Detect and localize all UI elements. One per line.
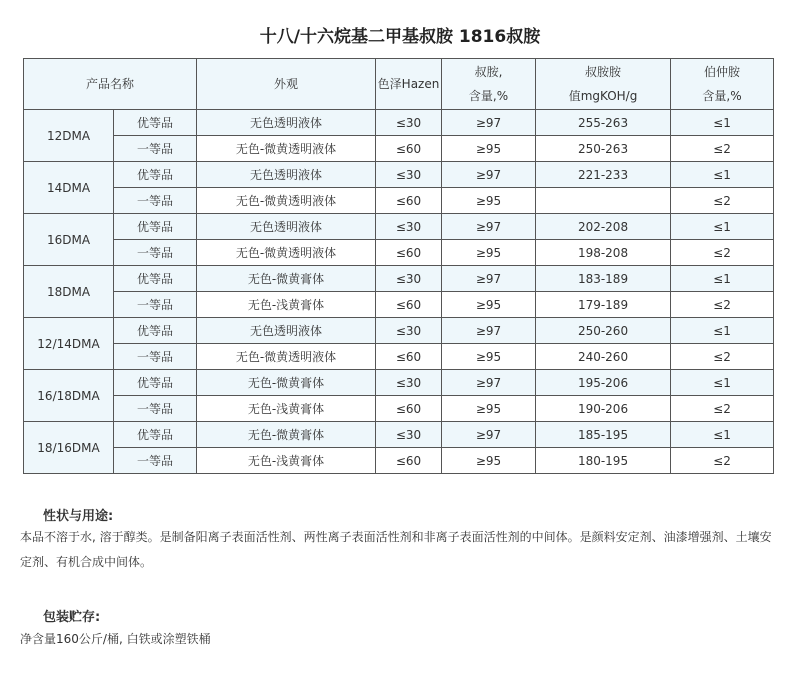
- amine-value-cell: 250-260: [536, 318, 671, 344]
- grade-cell: 优等品: [114, 110, 197, 136]
- grade-cell: 一等品: [114, 136, 197, 162]
- color-hazen-cell: ≤60: [376, 448, 442, 474]
- packaging-heading: 包装贮存:: [43, 610, 101, 625]
- spec-table: [23, 58, 774, 474]
- grade-cell: 一等品: [114, 448, 197, 474]
- table-body: [24, 110, 774, 474]
- header-label: 含量,%: [468, 89, 509, 103]
- table-row: [24, 292, 774, 318]
- amine-value-cell: 180-195: [536, 448, 671, 474]
- color-hazen-cell: ≤30: [376, 162, 442, 188]
- product-name-cell: 12DMA: [24, 110, 114, 162]
- amine-value-cell: 190-206: [536, 396, 671, 422]
- table-row: [24, 422, 774, 448]
- product-name-cell: 12/14DMA: [24, 318, 114, 370]
- table-row: [24, 318, 774, 344]
- tertiary-amine-cell: ≥97: [442, 162, 536, 188]
- tertiary-amine-cell: ≥97: [442, 214, 536, 240]
- tertiary-amine-cell: ≥95: [442, 448, 536, 474]
- header-label: 值mgKOH/g: [568, 89, 638, 103]
- table-row: [24, 240, 774, 266]
- primary-secondary-cell: ≤2: [671, 344, 774, 370]
- header-primary-secondary-content: [671, 59, 774, 110]
- appearance-cell: 无色-微黄膏体: [197, 422, 376, 448]
- table-row: [24, 162, 774, 188]
- primary-secondary-cell: ≤2: [671, 396, 774, 422]
- product-name-cell: 18/16DMA: [24, 422, 114, 474]
- color-hazen-cell: ≤60: [376, 396, 442, 422]
- header-label: 外观: [274, 77, 299, 91]
- tertiary-amine-cell: ≥97: [442, 370, 536, 396]
- grade-cell: 一等品: [114, 188, 197, 214]
- appearance-cell: 无色-微黄膏体: [197, 266, 376, 292]
- primary-secondary-cell: ≤1: [671, 318, 774, 344]
- grade-cell: 优等品: [114, 214, 197, 240]
- grade-cell: 优等品: [114, 318, 197, 344]
- packaging-text: 净含量160公斤/桶, 白铁或涂塑铁桶: [20, 632, 211, 646]
- primary-secondary-cell: ≤1: [671, 162, 774, 188]
- amine-value-cell: 240-260: [536, 344, 671, 370]
- grade-cell: 一等品: [114, 344, 197, 370]
- tertiary-amine-cell: ≥97: [442, 266, 536, 292]
- primary-secondary-cell: ≤2: [671, 240, 774, 266]
- tertiary-amine-cell: ≥97: [442, 318, 536, 344]
- product-name-cell: 16/18DMA: [24, 370, 114, 422]
- color-hazen-cell: ≤60: [376, 240, 442, 266]
- table-row: [24, 214, 774, 240]
- color-hazen-cell: ≤60: [376, 136, 442, 162]
- page-title: 十八/十六烷基二甲基叔胺 1816叔胺: [259, 27, 541, 47]
- table-row: [24, 396, 774, 422]
- header-amine-value: [536, 59, 671, 110]
- appearance-cell: 无色透明液体: [197, 162, 376, 188]
- appearance-cell: 无色-浅黄膏体: [197, 396, 376, 422]
- appearance-cell: 无色-微黄透明液体: [197, 136, 376, 162]
- header-label: 叔胺,: [474, 65, 503, 79]
- primary-secondary-cell: ≤2: [671, 292, 774, 318]
- table-row: [24, 344, 774, 370]
- header-appearance: [197, 59, 376, 110]
- header-label: 伯仲胺: [704, 65, 741, 79]
- tertiary-amine-cell: ≥95: [442, 136, 536, 162]
- amine-value-cell: 179-189: [536, 292, 671, 318]
- grade-cell: 优等品: [114, 422, 197, 448]
- product-name-cell: 16DMA: [24, 214, 114, 266]
- header-color-hazen: [376, 59, 442, 110]
- table-row: [24, 370, 774, 396]
- tertiary-amine-cell: ≥97: [442, 110, 536, 136]
- grade-cell: 一等品: [114, 396, 197, 422]
- table-row: [24, 110, 774, 136]
- color-hazen-cell: ≤30: [376, 266, 442, 292]
- color-hazen-cell: ≤30: [376, 370, 442, 396]
- table-row: [24, 448, 774, 474]
- appearance-cell: 无色-微黄透明液体: [197, 188, 376, 214]
- primary-secondary-cell: ≤1: [671, 266, 774, 292]
- grade-cell: 优等品: [114, 266, 197, 292]
- tertiary-amine-cell: ≥95: [442, 240, 536, 266]
- color-hazen-cell: ≤60: [376, 292, 442, 318]
- color-hazen-cell: ≤30: [376, 318, 442, 344]
- appearance-cell: 无色-微黄膏体: [197, 370, 376, 396]
- appearance-cell: 无色-微黄透明液体: [197, 344, 376, 370]
- appearance-cell: 无色-微黄透明液体: [197, 240, 376, 266]
- color-hazen-cell: ≤30: [376, 214, 442, 240]
- tertiary-amine-cell: ≥97: [442, 422, 536, 448]
- amine-value-cell: 195-206: [536, 370, 671, 396]
- table-header: [24, 59, 774, 110]
- amine-value-cell: 202-208: [536, 214, 671, 240]
- header-product-name: [24, 59, 197, 110]
- amine-value-cell: 183-189: [536, 266, 671, 292]
- amine-value-cell: 198-208: [536, 240, 671, 266]
- properties-text: 本品不溶于水, 溶于醇类。是制备阳离子表面活性剂、两性离子表面活性剂和非离子表面活性剂的中间体。是颜料安定剂、油漆增强剂、土壤安定剂、有机合成中间体。: [20, 530, 772, 569]
- tertiary-amine-cell: ≥95: [442, 344, 536, 370]
- appearance-cell: 无色-浅黄膏体: [197, 448, 376, 474]
- appearance-cell: 无色透明液体: [197, 110, 376, 136]
- primary-secondary-cell: ≤2: [671, 136, 774, 162]
- header-tertiary-amine-content: [442, 59, 536, 110]
- table-row: [24, 266, 774, 292]
- header-label: 色泽Hazen: [377, 77, 440, 91]
- amine-value-cell: 221-233: [536, 162, 671, 188]
- grade-cell: 一等品: [114, 292, 197, 318]
- primary-secondary-cell: ≤1: [671, 422, 774, 448]
- amine-value-cell: 250-263: [536, 136, 671, 162]
- grade-cell: 优等品: [114, 162, 197, 188]
- color-hazen-cell: ≤60: [376, 188, 442, 214]
- table-row: [24, 188, 774, 214]
- primary-secondary-cell: ≤2: [671, 448, 774, 474]
- tertiary-amine-cell: ≥95: [442, 292, 536, 318]
- amine-value-cell: 255-263: [536, 110, 671, 136]
- appearance-cell: 无色-浅黄膏体: [197, 292, 376, 318]
- grade-cell: 一等品: [114, 240, 197, 266]
- header-label: 叔胺胺: [585, 65, 622, 79]
- primary-secondary-cell: ≤1: [671, 110, 774, 136]
- amine-value-cell: 185-195: [536, 422, 671, 448]
- appearance-cell: 无色透明液体: [197, 318, 376, 344]
- product-name-cell: 18DMA: [24, 266, 114, 318]
- tertiary-amine-cell: ≥95: [442, 188, 536, 214]
- header-label: 含量,%: [702, 89, 742, 103]
- properties-heading: 性状与用途:: [43, 509, 114, 524]
- primary-secondary-cell: ≤2: [671, 188, 774, 214]
- table-row: [24, 136, 774, 162]
- primary-secondary-cell: ≤1: [671, 214, 774, 240]
- tertiary-amine-cell: ≥95: [442, 396, 536, 422]
- color-hazen-cell: ≤30: [376, 422, 442, 448]
- primary-secondary-cell: ≤1: [671, 370, 774, 396]
- appearance-cell: 无色透明液体: [197, 214, 376, 240]
- color-hazen-cell: ≤60: [376, 344, 442, 370]
- header-label: 产品名称: [86, 77, 135, 91]
- grade-cell: 优等品: [114, 370, 197, 396]
- product-name-cell: 14DMA: [24, 162, 114, 214]
- amine-value-cell: [536, 188, 671, 214]
- color-hazen-cell: ≤30: [376, 110, 442, 136]
